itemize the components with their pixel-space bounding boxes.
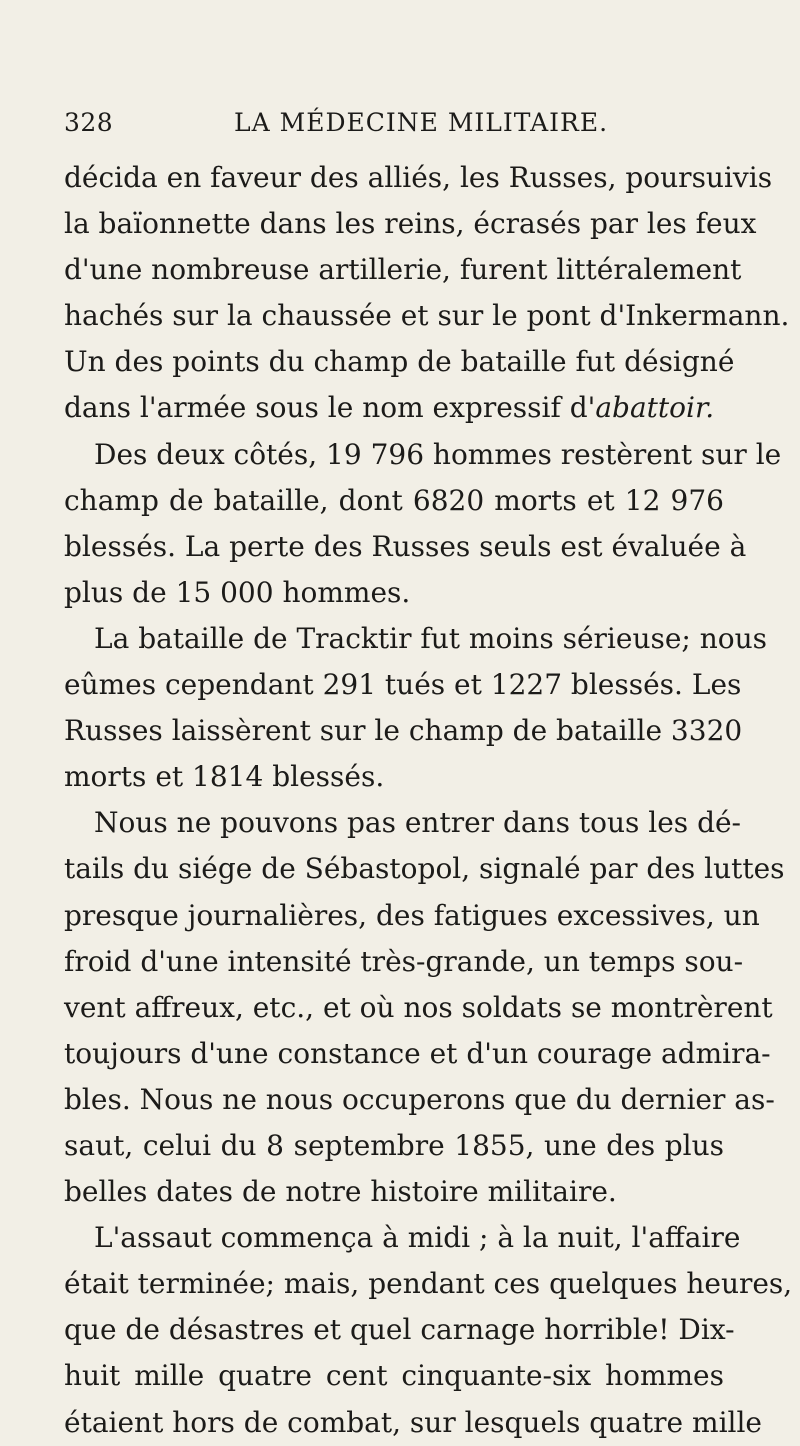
text-line: toujours d'une constance et d'un courage admira- — [64, 1036, 771, 1070]
text-line: vent affreux, etc., et où nos soldats se montrèrent — [64, 990, 773, 1024]
text-line: hachés sur la chaussée et sur le pont d'Inkermann. — [64, 299, 790, 333]
text-line: huit mille quatre cent cinquante-six hommes — [64, 1359, 724, 1393]
text-line: bles. Nous ne nous occuperons que du dernier as- — [64, 1082, 775, 1116]
body-text — [64, 155, 793, 1446]
text-line: eûmes cependant 291 tués et 1227 blessés. Les — [64, 668, 742, 702]
text-line: froid d'une intensité très-grande, un temps sou- — [64, 944, 744, 978]
page-number: 328 — [64, 108, 114, 137]
running-title: LA MÉDECINE MILITAIRE. — [234, 108, 609, 137]
text-line: L'assaut commença à midi ; à la nuit, l'affaire — [94, 1221, 741, 1255]
text-line: belles dates de notre histoire militaire. — [64, 1175, 617, 1209]
text-line: que de désastres et quel carnage horrible! Dix- — [64, 1313, 735, 1347]
text-line: morts et 1814 blessés. — [64, 760, 385, 794]
text-line: était terminée; mais, pendant ces quelques heures, — [64, 1267, 793, 1301]
text-line: la baïonnette dans les reins, écrasés par les feux — [64, 207, 757, 241]
text-line: plus de 15 000 hommes. — [64, 575, 411, 609]
text-line — [64, 385, 724, 431]
text-segment: dans l'armée sous le nom expressif d' — [64, 391, 596, 425]
italic-word: abattoir. — [595, 391, 715, 425]
text-line: champ de bataille, dont 6820 morts et 12 976 — [64, 483, 724, 517]
text-line: La bataille de Tracktir fut moins sérieuse; nous — [94, 621, 768, 655]
text-line: tails du siége de Sébastopol, signalé par des luttes — [64, 852, 785, 886]
text-line: Un des points du champ de bataille fut désigné — [64, 345, 735, 379]
text-line: Russes laissèrent sur le champ de bataille 3320 — [64, 714, 743, 748]
running-head — [64, 108, 724, 148]
text-line: décida en faveur des alliés, les Russes, poursuivis — [64, 161, 773, 194]
text-line: saut, celui du 8 septembre 1855, une des plus — [64, 1128, 724, 1162]
text-line: Nous ne pouvons pas entrer dans tous les dé- — [94, 806, 742, 840]
text-line: presque journalières, des fatigues excessives, un — [64, 898, 760, 932]
text-line: Des deux côtés, 19 796 hommes restèrent sur le — [94, 437, 782, 471]
text-line: blessés. La perte des Russes seuls est évaluée à — [64, 529, 747, 563]
text-line: d'une nombreuse artillerie, furent littéralement — [64, 253, 742, 287]
text-line: étaient hors de combat, sur lesquels quatre mille — [64, 1405, 763, 1439]
